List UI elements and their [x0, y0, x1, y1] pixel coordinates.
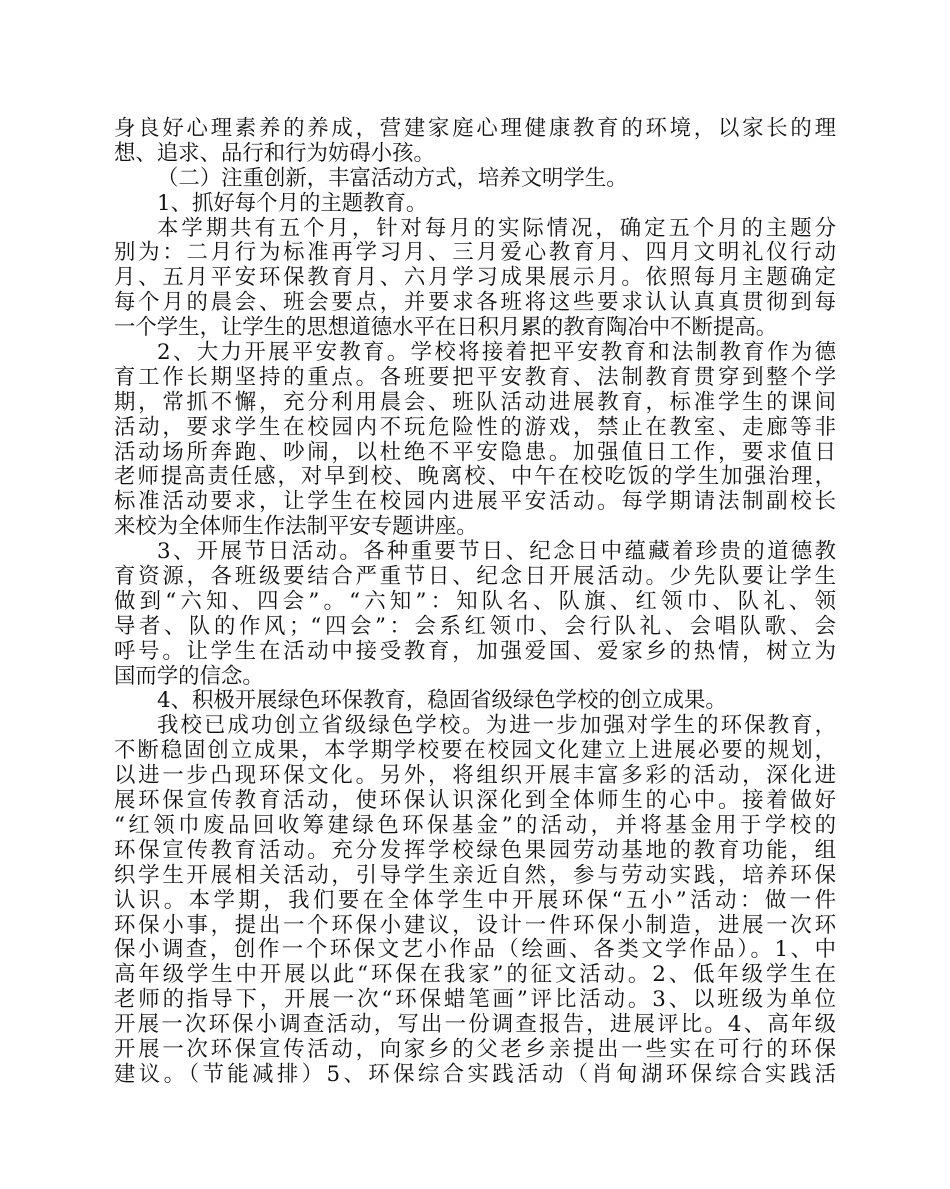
text-line: 国而学的信念。	[114, 663, 264, 689]
text-line: 认识。本学期，我们要在全体学生中开展环保“五小”活动：做一件	[114, 887, 836, 913]
text-line: 织学生开展相关活动，引导学生亲近自然，参与劳动实践，培养环保	[114, 862, 836, 888]
text-line: 育工作长期坚持的重点。各班要把平安教育、法制教育贯穿到整个学	[114, 364, 836, 390]
text-line: 2、大力开展平安教育。学校将接着把平安教育和法制教育作为德	[157, 340, 836, 366]
text-line: 活动，要求学生在校园内不玩危险性的游戏，禁止在教室、走廊等非	[114, 414, 836, 440]
text-line: 做到“六知、四会”。“六知”：知队名、队旗、红领巾、队礼、领	[114, 588, 836, 614]
text-line: 建议。（节能减排）5、环保综合实践活动（肖甸湖环保综合实践活	[114, 1061, 836, 1087]
text-line: 环保小事，提出一个环保小建议，设计一件环保小制造，进展一次环	[114, 912, 836, 938]
text-line: 高年级学生中开展以此“环保在我家”的征文活动。2、低年级学生在	[114, 962, 836, 988]
document-page	[114, 117, 836, 1088]
text-line: 来校为全体师生作法制平安专题讲座。	[114, 514, 478, 540]
text-line: 3、开展节日活动。各种重要节日、纪念日中蕴藏着珍贵的道德教	[157, 539, 836, 565]
text-line: 老师的指导下，开展一次“环保蜡笔画”评比活动。3、以班级为单位	[114, 987, 836, 1013]
text-line: 不断稳固创立成果，本学期学校要在校园文化建立上进展必要的规划，	[114, 738, 836, 764]
text-line: 想、追求、品行和行为妨碍小孩。	[114, 140, 435, 166]
text-line: 导者、队的作风；“四会”：会系红领巾、会行队礼、会唱队歌、会	[114, 613, 836, 639]
text-line: 环保宣传教育活动。充分发挥学校绿色果园劳动基地的教育功能，组	[114, 837, 836, 863]
text-line: 身良好心理素养的养成，营建家庭心理健康教育的环境，以家长的理	[114, 116, 836, 141]
text-line: 开展一次环保宣传活动，向家乡的父老乡亲提出一些实在可行的环保	[114, 1036, 836, 1062]
text-line: 月、五月平安环保教育月、六月学习成果展示月。依照每月主题确定	[114, 265, 836, 291]
text-line: 开展一次环保小调查活动，写出一份调查报告，进展评比。4、高年级	[114, 1012, 836, 1038]
text-line: “红领巾废品回收筹建绿色环保基金”的活动，并将基金用于学校的	[114, 812, 836, 838]
text-line: 本学期共有五个月，针对每月的实际情况，确定五个月的主题分	[157, 215, 836, 241]
text-line: 展环保宣传教育活动，使环保认识深化到全体师生的心中。接着做好	[114, 788, 836, 814]
text-line: （二）注重创新，丰富活动方式，培养文明学生。	[157, 165, 628, 191]
text-line: 活动场所奔跑、吵闹，以杜绝不平安隐患。加强值日工作，要求值日	[114, 439, 836, 465]
text-line: 每个月的晨会、班会要点，并要求各班将这些要求认认真真贯彻到每	[114, 290, 836, 316]
text-line: 1、抓好每个月的主题教育。	[157, 190, 428, 216]
text-line: 标准活动要求，让学生在校园内进展平安活动。每学期请法制副校长	[114, 489, 836, 515]
text-line: 一个学生，让学生的思想道德水平在日积月累的教育陶冶中不断提高。	[114, 315, 778, 341]
text-line: 期，常抓不懈，充分利用晨会、班队活动进展教育，标准学生的课间	[114, 389, 836, 415]
text-line: 我校已成功创立省级绿色学校。为进一步加强对学生的环保教育，	[157, 713, 836, 739]
text-line: 以进一步凸现环保文化。另外，将组织开展丰富多彩的活动，深化进	[114, 763, 836, 789]
text-line: 呼号。让学生在活动中接受教育，加强爱国、爱家乡的热情，树立为	[114, 638, 836, 664]
text-line: 育资源，各班级要结合严重节日、纪念日开展活动。少先队要让学生	[114, 564, 836, 590]
text-line: 老师提高责任感，对早到校、晚离校、中午在校吃饭的学生加强治理，	[114, 464, 836, 490]
text-line: 别为：二月行为标准再学习月、三月爱心教育月、四月文明礼仪行动	[114, 240, 836, 266]
text-line: 保小调查，创作一个环保文艺小作品（绘画、各类文学作品）。1、中	[114, 937, 836, 963]
text-line: 4、积极开展绿色环保教育，稳固省级绿色学校的创立成果。	[157, 688, 727, 714]
